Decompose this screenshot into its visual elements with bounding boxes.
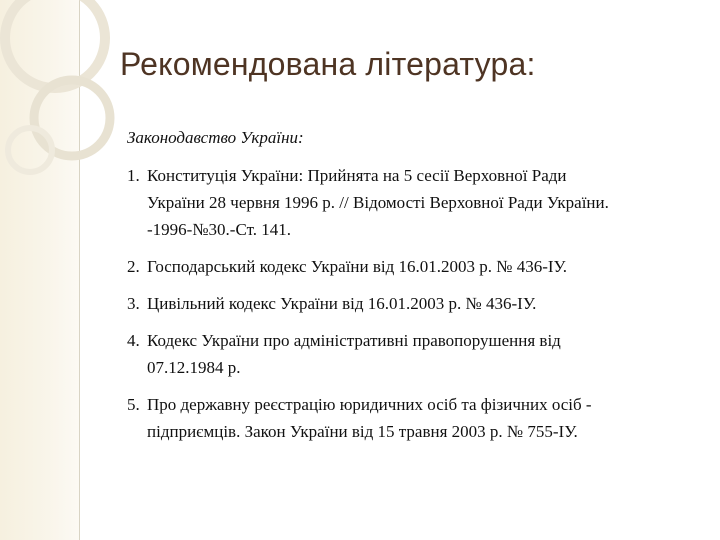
literature-item-text (147, 391, 702, 445)
literature-item-line: Конституція України: Прийнята на 5 сесії Верховної Ради (147, 166, 567, 185)
literature-item-line: Про державну реєстрацію юридичних осіб та фізичних осіб - (147, 395, 592, 414)
section-subheading: Законодавство України: (127, 128, 304, 147)
decorative-ring-large (5, 0, 105, 88)
decorative-ring-medium (34, 80, 110, 156)
literature-item-line: 07.12.1984 р. (147, 358, 241, 377)
literature-item-number: 5. (127, 395, 140, 414)
literature-item (127, 162, 702, 243)
slide-content (127, 124, 702, 455)
literature-item-text (147, 162, 702, 243)
slide-title: Рекомендована література: (120, 46, 536, 82)
literature-item-line: Кодекс України про адміністративні правопорушення від (147, 331, 561, 350)
literature-item-text (147, 290, 702, 317)
literature-item-number: 4. (127, 331, 140, 350)
literature-list (127, 162, 702, 445)
literature-item-number: 2. (127, 257, 140, 276)
literature-item (127, 327, 702, 381)
literature-item-number: 1. (127, 166, 140, 185)
literature-item-line: Цивільний кодекс України від 16.01.2003 р. № 436-IУ. (147, 294, 537, 313)
literature-item (127, 391, 702, 445)
literature-item-line: Господарський кодекс України від 16.01.2003 р. № 436-IУ. (147, 257, 568, 276)
literature-item-text (147, 327, 702, 381)
literature-item-line: підприємців. Закон України від 15 травня 2003 р. № 755-IУ. (147, 422, 578, 441)
literature-item-line: -1996-№30.-Ст. 141. (147, 220, 291, 239)
literature-item (127, 253, 702, 280)
literature-item (127, 290, 702, 317)
literature-item-line: України 28 червня 1996 р. // Відомості Верховної Ради України. (147, 193, 609, 212)
literature-item-text (147, 253, 702, 280)
literature-item-number: 3. (127, 294, 140, 313)
